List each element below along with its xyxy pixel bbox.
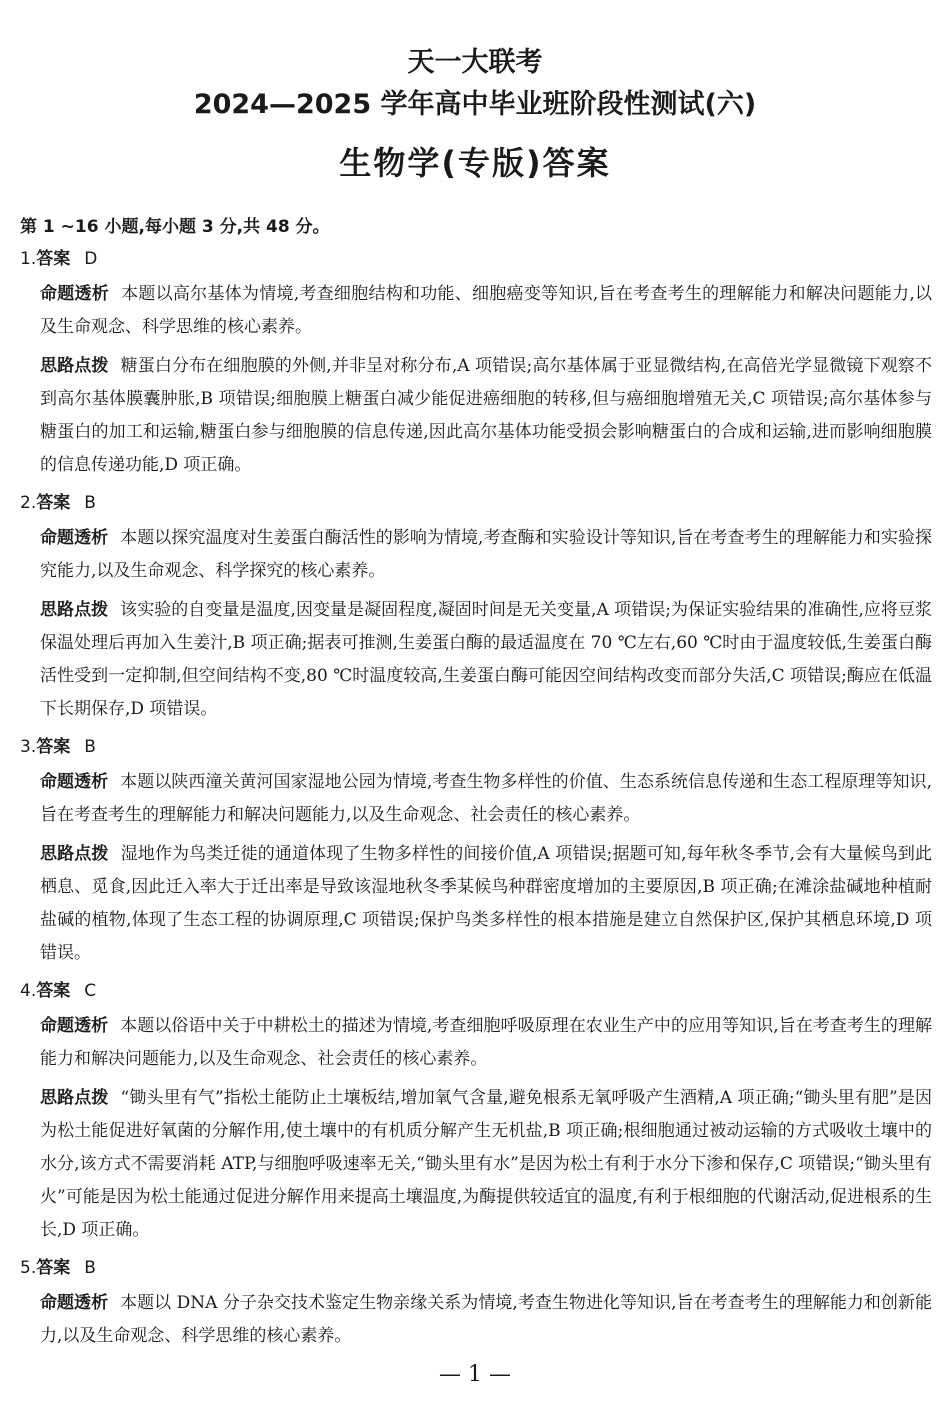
question-block: [20, 732, 932, 970]
answer-label: 答案: [36, 737, 71, 757]
reasoning-paragraph: [40, 1082, 932, 1247]
reasoning-text: 湿地作为鸟类迁徙的通道体现了生物多样性的间接价值,A 项错误;据题可知,每年秋冬季节,会有大量候鸟到此栖息、觅食,因此迁入率大于迁出率是导致该湿地秋冬季某候鸟种群密度增加的主要原因,B 项正确;在滩涂盐碱地种植耐盐碱的植物,体现了生态工程的协调原理,C 项错误;保护鸟类多样性的根本措施是建立自然保护区,保护其栖息环境,D 项错误。: [40, 844, 933, 963]
reasoning-paragraph: [40, 594, 932, 726]
answer-line: [20, 732, 932, 762]
question-block: [20, 244, 932, 482]
analysis-paragraph: [40, 1010, 932, 1076]
answer-line: [20, 488, 932, 518]
question-block: [20, 976, 932, 1247]
answer-line: [20, 1253, 932, 1283]
subject-answer-title: 生物学(专版)答案: [339, 144, 611, 182]
question-number: 4.: [20, 981, 37, 1001]
analysis-paragraph: [40, 766, 932, 832]
analysis-text: 本题以 DNA 分子杂交技术鉴定生物亲缘关系为情境,考查生物进化等知识,旨在考查考生的理解能力和创新能力,以及生命观念、科学思维的核心素养。: [40, 1293, 932, 1346]
analysis-label: 命题透析: [40, 1293, 109, 1313]
question-block: [20, 488, 932, 726]
reasoning-label: 思路点拨: [40, 356, 109, 376]
analysis-label: 命题透析: [40, 528, 109, 548]
question-number: 5.: [20, 1258, 37, 1278]
analysis-label: 命题透析: [40, 1016, 109, 1036]
answer-label: 答案: [36, 493, 71, 513]
answer-value: C: [84, 981, 97, 1001]
analysis-paragraph: [40, 278, 932, 344]
question-block: [20, 1253, 932, 1353]
reasoning-label: 思路点拨: [40, 600, 109, 620]
answer-value: B: [84, 737, 96, 757]
answer-value: D: [84, 249, 98, 269]
question-number: 1.: [20, 249, 37, 269]
reasoning-text: 该实验的自变量是温度,因变量是凝固程度,凝固时间是无关变量,A 项错误;为保证实验结果的准确性,应将豆浆保温处理后再加入生姜汁,B 项正确;据表可推测,生姜蛋白酶的最适温度在 70 ℃左右,60 ℃时由于温度较低,生姜蛋白酶活性受到一定抑制,但空间结构不变,80 ℃时温度较高,生姜蛋白酶可能因空间结构改变而部分失活,C 项错误;酶应在低温下长期保存,D 项错误。: [40, 600, 932, 719]
page-number: — 1 —: [439, 1362, 511, 1387]
answer-content: [20, 212, 932, 1359]
exam-session-title: 2024—2025 学年高中毕业班阶段性测试(六): [193, 89, 757, 120]
answer-value: B: [84, 493, 96, 513]
reasoning-text: “锄头里有气”指松土能防止土壤板结,增加氧气含量,避免根系无氧呼吸产生酒精,A 项正确;“锄头里有肥”是因为松土能促进好氧菌的分解作用,使土壤中的有机质分解产生无机盐,B 项正确;根细胞通过被动运输的方式吸收土壤中的水分,该方式不需要消耗 ATP,与细胞呼吸速率无关,“锄头里有水”是因为松土有利于水分下渗和保存,C 项错误;“锄头里有火”可能是因为松土能通过促进分解作用来提高土壤温度,为酶提供较适宜的温度,有利于根细胞的代谢活动,促进根系的生长,D 项正确。: [40, 1088, 932, 1240]
reasoning-label: 思路点拨: [40, 844, 109, 864]
reasoning-text: 糖蛋白分布在细胞膜的外侧,并非呈对称分布,A 项错误;高尔基体属于亚显微结构,在高倍光学显微镜下观察不到高尔基体膜囊肿胀,B 项错误;细胞膜上糖蛋白减少能促进癌细胞的转移,但与癌细胞增殖无关,C 项错误;高尔基体参与糖蛋白的加工和运输,糖蛋白参与细胞膜的信息传递,因此高尔基体功能受损会影响糖蛋白的合成和运输,进而影响细胞膜的信息传递功能,D 项正确。: [40, 356, 933, 475]
answer-line: [20, 976, 932, 1006]
analysis-text: 本题以陕西潼关黄河国家湿地公园为情境,考查生物多样性的价值、生态系统信息传递和生态工程原理等知识,旨在考查考生的理解能力和解决问题能力,以及生命观念、社会责任的核心素养。: [40, 772, 932, 825]
answer-label: 答案: [36, 249, 71, 269]
reasoning-paragraph: [40, 838, 932, 970]
analysis-paragraph: [40, 522, 932, 588]
exam-org-title: 天一大联考: [407, 47, 543, 78]
analysis-text: 本题以探究温度对生姜蛋白酶活性的影响为情境,考查酶和实验设计等知识,旨在考查考生的理解能力和实验探究能力,以及生命观念、科学探究的核心素养。: [40, 528, 932, 581]
answer-label: 答案: [36, 1258, 71, 1278]
answer-label: 答案: [36, 981, 71, 1001]
answer-value: B: [84, 1258, 96, 1278]
question-number: 3.: [20, 737, 37, 757]
question-number: 2.: [20, 493, 37, 513]
reasoning-paragraph: [40, 350, 932, 482]
analysis-paragraph: [40, 1287, 932, 1353]
analysis-text: 本题以高尔基体为情境,考查细胞结构和功能、细胞癌变等知识,旨在考查考生的理解能力和解决问题能力,以及生命观念、科学思维的核心素养。: [40, 284, 932, 337]
reasoning-label: 思路点拨: [40, 1088, 109, 1108]
analysis-label: 命题透析: [40, 284, 110, 304]
scoring-instructions: 第 1 ~16 小题,每小题 3 分,共 48 分。: [20, 217, 330, 237]
analysis-text: 本题以俗语中关于中耕松土的描述为情境,考查细胞呼吸原理在农业生产中的应用等知识,旨在考查考生的理解能力和解决问题能力,以及生命观念、社会责任的核心素养。: [40, 1016, 932, 1069]
analysis-label: 命题透析: [40, 772, 109, 792]
answer-line: [20, 244, 932, 274]
